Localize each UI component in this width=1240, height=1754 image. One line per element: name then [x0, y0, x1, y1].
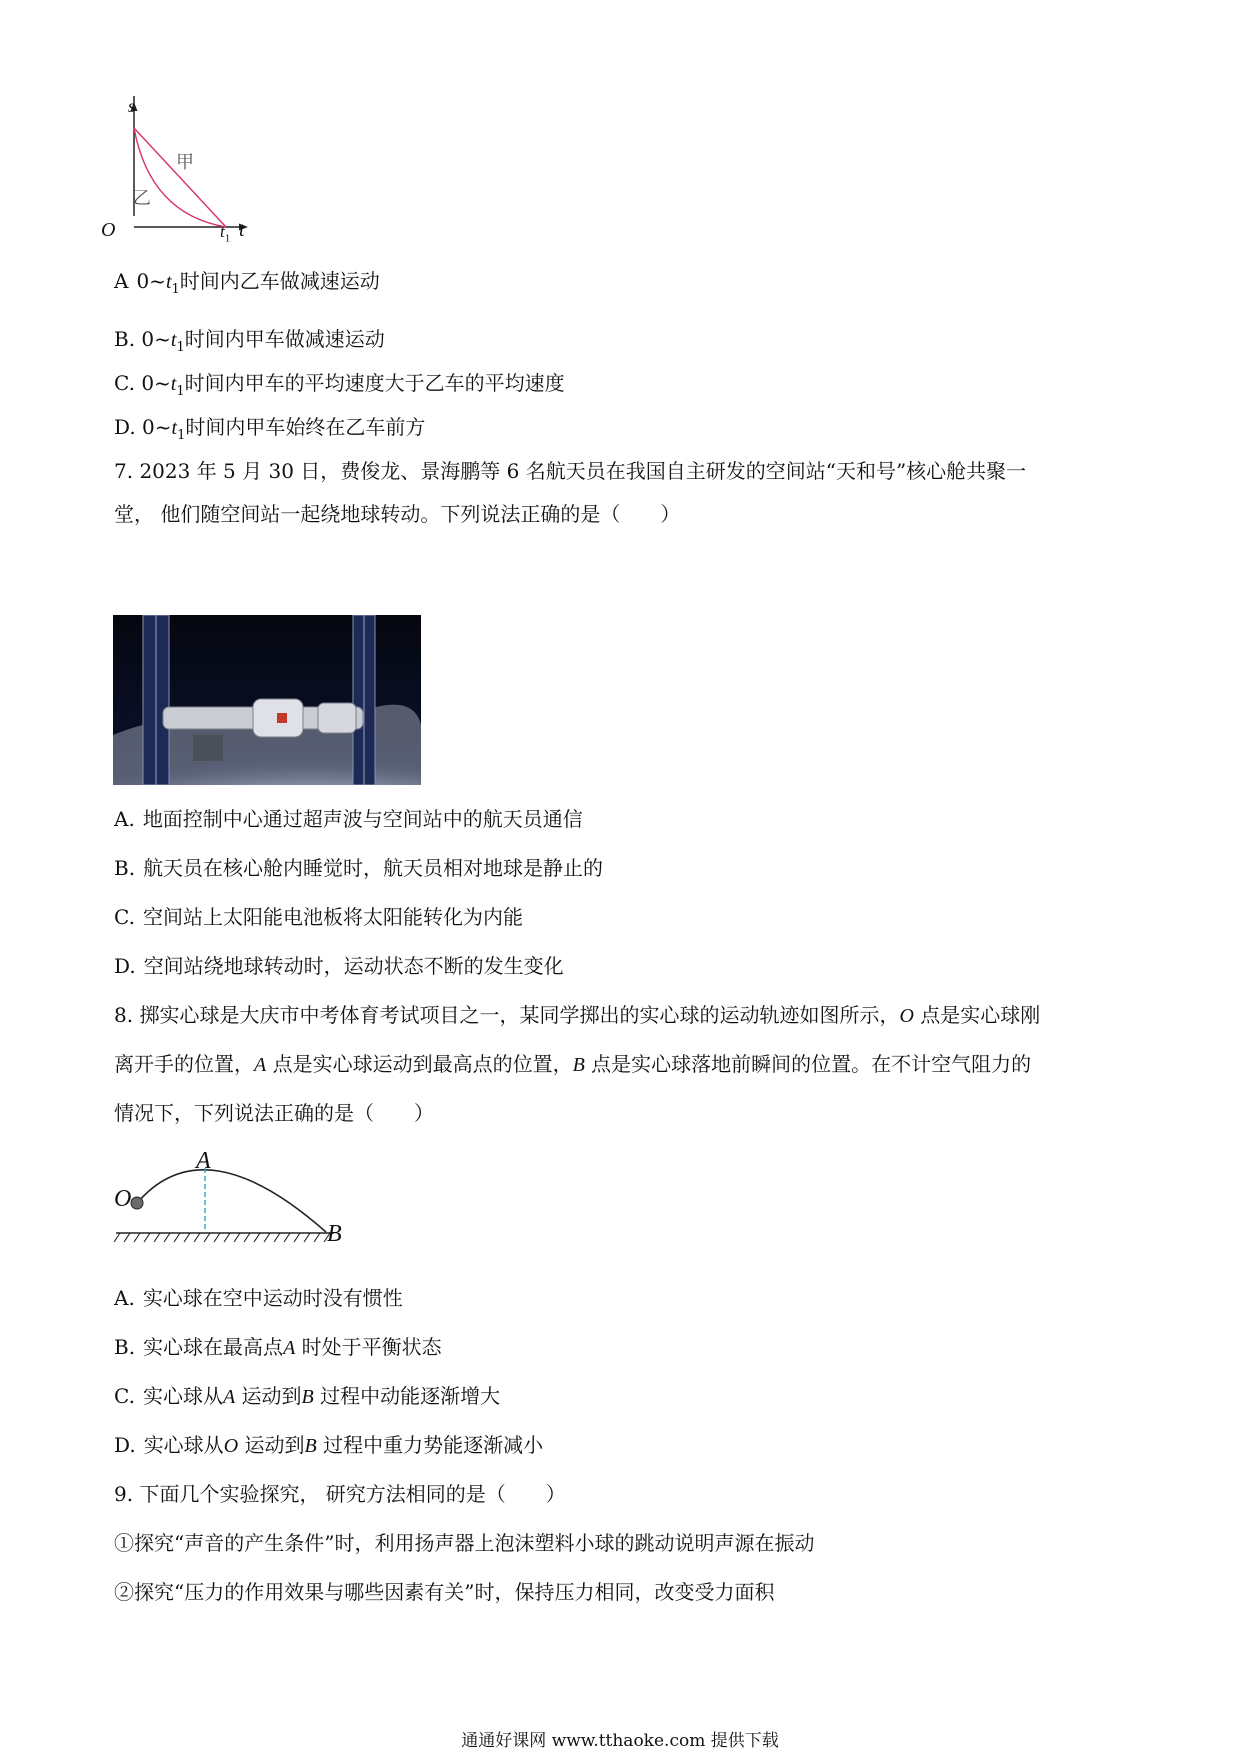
point-b-label: B [327, 1221, 342, 1247]
q7-stem-line-2: 堂， 他们随空间站一起绕地球转动。下列说法正确的是（ ） [114, 502, 681, 526]
q7-option-c: C. 空间站上太阳能电池板将太阳能转化为内能 [114, 905, 523, 929]
q8-stem-line-1: 8. 掷实心球是大庆市中考体育考试项目之一，某同学掷出的实心球的运动轨迹如图所示，O 点是实心球刚 [114, 1003, 1041, 1027]
q8-option-d: D. 实心球从O 运动到B 过程中重力势能逐渐减小 [114, 1433, 544, 1457]
q6-option-c: C. $0\sim t_1$时间内甲车的平均速度大于乙车的平均速度 [114, 371, 565, 399]
q7-stem-line-1: 7. 2023 年 5 月 30 日，费俊龙、景海鹏等 6 名航天员在我国自主研发的空间站“天和号”核心舱共聚一 [114, 459, 1027, 483]
q9-stem: 9. 下面几个实验探究， 研究方法相同的是（ ） [114, 1482, 566, 1506]
point-a-label: A [196, 1148, 211, 1174]
point-o-label: O [114, 1186, 132, 1212]
q7-option-b: B. 航天员在核心舱内睡觉时，航天员相对地球是静止的 [114, 856, 604, 880]
q8-option-a: A. 实心球在空中运动时没有惯性 [114, 1286, 403, 1310]
q8-option-c: C. 实心球从A 运动到B 过程中动能逐渐增大 [114, 1384, 501, 1408]
t1-label: $t_1$ [220, 222, 231, 245]
q9-item-2: ②探究“压力的作用效果与哪些因素有关”时，保持压力相同，改变受力面积 [114, 1580, 775, 1604]
q8-stem-line-2: 离开手的位置，A 点是实心球运动到最高点的位置，B 点是实心球落地前瞬间的位置。在不计空气阻力的 [114, 1052, 1032, 1076]
page-footer: 通通好课网 www.tthaoke.com 提供下载 [461, 1731, 779, 1751]
q6-option-a: A $0\sim t_1$时间内乙车做减速运动 [114, 269, 380, 297]
q8-stem-line-3: 情况下，下列说法正确的是（ ） [114, 1101, 434, 1125]
curve-jia-label: 甲 [176, 152, 194, 173]
axis-s-label: s [128, 96, 136, 116]
q7-option-a: A. 地面控制中心通过超声波与空间站中的航天员通信 [114, 807, 583, 831]
q7-option-d: D. 空间站绕地球转动时，运动状态不断的发生变化 [114, 954, 564, 978]
axis-t-label: t [239, 219, 245, 241]
q6-option-d: D. $0\sim t_1$时间内甲车始终在乙车前方 [114, 415, 426, 443]
q6-option-b: B. $0\sim t_1$时间内甲车做减速运动 [114, 327, 385, 355]
origin-label: O [101, 219, 116, 241]
q9-item-1: ①探究“声音的产生条件”时，利用扬声器上泡沫塑料小球的跳动说明声源在振动 [114, 1531, 815, 1555]
curve-yi-label: 乙 [133, 188, 151, 209]
space-station-photo [113, 615, 421, 785]
q8-option-b: B. 实心球在最高点A 时处于平衡状态 [114, 1335, 442, 1359]
